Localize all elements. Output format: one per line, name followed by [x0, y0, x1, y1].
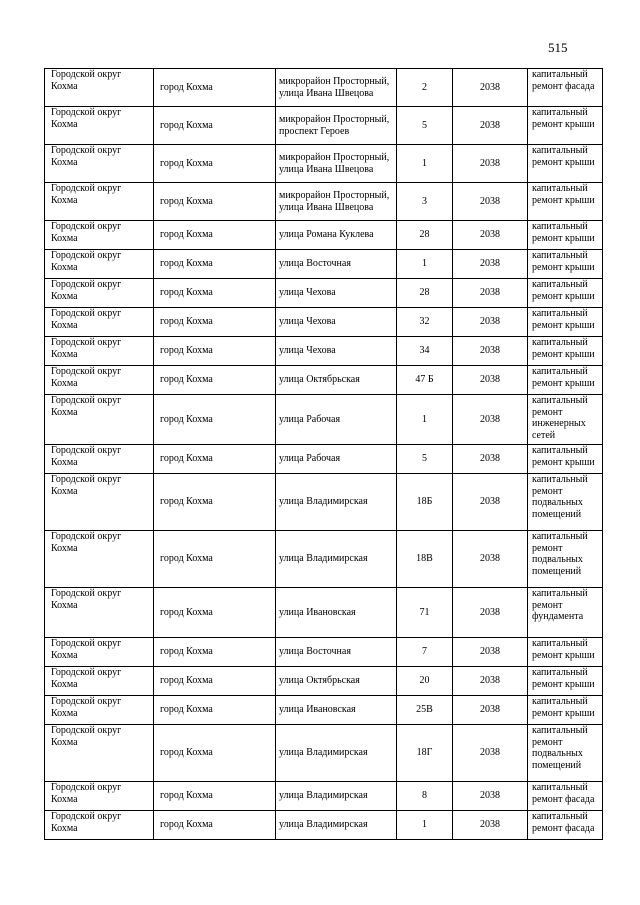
cell-work-type: капитальный ремонт крыши [528, 145, 603, 183]
table-row [45, 221, 603, 250]
cell-area: Городской округ Кохма [45, 250, 154, 279]
cell-year: 2038 [453, 696, 528, 725]
cell-city: город Кохма [154, 183, 276, 221]
cell-year: 2038 [453, 366, 528, 395]
cell-work-type: капитальный ремонт крыши [528, 308, 603, 337]
cell-work-type: капитальный ремонт крыши [528, 667, 603, 696]
cell-street: улица Восточная [276, 638, 397, 667]
cell-street: улица Рабочая [276, 395, 397, 445]
cell-street: улица Ивановская [276, 696, 397, 725]
cell-area: Городской округ Кохма [45, 145, 154, 183]
cell-city: город Кохма [154, 221, 276, 250]
cell-area: Городской округ Кохма [45, 811, 154, 840]
table-row [45, 337, 603, 366]
cell-year: 2038 [453, 588, 528, 638]
cell-street: улица Октябрьская [276, 667, 397, 696]
cell-street: улица Владимирская [276, 474, 397, 531]
cell-year: 2038 [453, 107, 528, 145]
cell-area: Городской округ Кохма [45, 221, 154, 250]
table-row [45, 107, 603, 145]
cell-area: Городской округ Кохма [45, 107, 154, 145]
cell-area: Городской округ Кохма [45, 638, 154, 667]
cell-street: улица Октябрьская [276, 366, 397, 395]
table-row [45, 279, 603, 308]
cell-house-number: 71 [397, 588, 453, 638]
cell-house-number: 2 [397, 69, 453, 107]
cell-area: Городской округ Кохма [45, 366, 154, 395]
table-row [45, 474, 603, 531]
cell-city: город Кохма [154, 667, 276, 696]
table-row [45, 638, 603, 667]
cell-house-number: 28 [397, 279, 453, 308]
cell-street: микрорайон Просторный, улица Ивана Швецова [276, 145, 397, 183]
cell-area: Городской округ Кохма [45, 308, 154, 337]
cell-work-type: капитальный ремонт крыши [528, 445, 603, 474]
table-row [45, 667, 603, 696]
cell-house-number: 1 [397, 811, 453, 840]
cell-work-type: капитальный ремонт подвальных помещений [528, 725, 603, 782]
cell-work-type: капитальный ремонт фундамента [528, 588, 603, 638]
cell-work-type: капитальный ремонт подвальных помещений [528, 531, 603, 588]
cell-year: 2038 [453, 667, 528, 696]
cell-area: Городской округ Кохма [45, 183, 154, 221]
cell-work-type: капитальный ремонт крыши [528, 221, 603, 250]
cell-work-type: капитальный ремонт крыши [528, 366, 603, 395]
cell-street: улица Рабочая [276, 445, 397, 474]
cell-year: 2038 [453, 725, 528, 782]
cell-city: город Кохма [154, 69, 276, 107]
cell-city: город Кохма [154, 366, 276, 395]
cell-street: улица Чехова [276, 337, 397, 366]
cell-city: город Кохма [154, 337, 276, 366]
cell-city: город Кохма [154, 725, 276, 782]
cell-area: Городской округ Кохма [45, 696, 154, 725]
cell-area: Городской округ Кохма [45, 667, 154, 696]
cell-street: улица Владимирская [276, 782, 397, 811]
cell-year: 2038 [453, 782, 528, 811]
table-row [45, 725, 603, 782]
cell-street: микрорайон Просторный, улица Ивана Швецова [276, 69, 397, 107]
cell-year: 2038 [453, 308, 528, 337]
cell-street: улица Чехова [276, 308, 397, 337]
cell-street: улица Владимирская [276, 531, 397, 588]
page-number: 515 [548, 40, 568, 55]
table-row [45, 308, 603, 337]
cell-city: город Кохма [154, 531, 276, 588]
cell-city: город Кохма [154, 782, 276, 811]
cell-city: город Кохма [154, 279, 276, 308]
cell-work-type: капитальный ремонт крыши [528, 638, 603, 667]
cell-work-type: капитальный ремонт крыши [528, 250, 603, 279]
table-row [45, 811, 603, 840]
cell-house-number: 1 [397, 395, 453, 445]
cell-city: город Кохма [154, 107, 276, 145]
cell-street: микрорайон Просторный, проспект Героев [276, 107, 397, 145]
table-row [45, 531, 603, 588]
table-row [45, 250, 603, 279]
cell-work-type: капитальный ремонт крыши [528, 337, 603, 366]
table-row [45, 183, 603, 221]
cell-area: Городской округ Кохма [45, 337, 154, 366]
table-row [45, 395, 603, 445]
cell-area: Городской округ Кохма [45, 531, 154, 588]
cell-street: улица Владимирская [276, 725, 397, 782]
cell-city: город Кохма [154, 588, 276, 638]
cell-street: микрорайон Просторный, улица Ивана Швецова [276, 183, 397, 221]
cell-city: город Кохма [154, 811, 276, 840]
table-row [45, 588, 603, 638]
cell-city: город Кохма [154, 145, 276, 183]
cell-house-number: 1 [397, 145, 453, 183]
cell-year: 2038 [453, 474, 528, 531]
cell-area: Городской округ Кохма [45, 588, 154, 638]
cell-street: улица Владимирская [276, 811, 397, 840]
cell-house-number: 32 [397, 308, 453, 337]
cell-house-number: 7 [397, 638, 453, 667]
repair-schedule-table [44, 68, 603, 840]
cell-house-number: 18Б [397, 474, 453, 531]
cell-year: 2038 [453, 531, 528, 588]
cell-house-number: 47 Б [397, 366, 453, 395]
cell-year: 2038 [453, 145, 528, 183]
cell-area: Городской округ Кохма [45, 782, 154, 811]
cell-work-type: капитальный ремонт подвальных помещений [528, 474, 603, 531]
cell-house-number: 34 [397, 337, 453, 366]
cell-year: 2038 [453, 221, 528, 250]
cell-house-number: 25В [397, 696, 453, 725]
table-row [45, 445, 603, 474]
cell-work-type: капитальный ремонт крыши [528, 107, 603, 145]
cell-house-number: 5 [397, 445, 453, 474]
cell-year: 2038 [453, 445, 528, 474]
cell-city: город Кохма [154, 395, 276, 445]
cell-street: улица Романа Куклева [276, 221, 397, 250]
cell-work-type: капитальный ремонт фасада [528, 782, 603, 811]
cell-city: город Кохма [154, 250, 276, 279]
cell-street: улица Ивановская [276, 588, 397, 638]
cell-street: улица Чехова [276, 279, 397, 308]
cell-area: Городской округ Кохма [45, 725, 154, 782]
cell-house-number: 18В [397, 531, 453, 588]
cell-year: 2038 [453, 279, 528, 308]
table-row [45, 145, 603, 183]
cell-house-number: 5 [397, 107, 453, 145]
cell-house-number: 18Г [397, 725, 453, 782]
cell-house-number: 8 [397, 782, 453, 811]
cell-year: 2038 [453, 638, 528, 667]
cell-year: 2038 [453, 337, 528, 366]
cell-city: город Кохма [154, 474, 276, 531]
cell-city: город Кохма [154, 308, 276, 337]
cell-city: город Кохма [154, 638, 276, 667]
cell-house-number: 28 [397, 221, 453, 250]
table-row [45, 366, 603, 395]
cell-work-type: капитальный ремонт инженерных сетей [528, 395, 603, 445]
cell-area: Городской округ Кохма [45, 474, 154, 531]
cell-house-number: 1 [397, 250, 453, 279]
cell-street: улица Восточная [276, 250, 397, 279]
cell-area: Городской округ Кохма [45, 395, 154, 445]
cell-house-number: 20 [397, 667, 453, 696]
cell-work-type: капитальный ремонт фасада [528, 811, 603, 840]
cell-work-type: капитальный ремонт крыши [528, 696, 603, 725]
cell-year: 2038 [453, 183, 528, 221]
table-row [45, 696, 603, 725]
cell-city: город Кохма [154, 445, 276, 474]
cell-area: Городской округ Кохма [45, 279, 154, 308]
cell-area: Городской округ Кохма [45, 445, 154, 474]
cell-year: 2038 [453, 250, 528, 279]
table-row [45, 69, 603, 107]
cell-work-type: капитальный ремонт крыши [528, 279, 603, 308]
cell-year: 2038 [453, 811, 528, 840]
cell-year: 2038 [453, 69, 528, 107]
cell-city: город Кохма [154, 696, 276, 725]
cell-year: 2038 [453, 395, 528, 445]
cell-work-type: капитальный ремонт крыши [528, 183, 603, 221]
cell-house-number: 3 [397, 183, 453, 221]
cell-area: Городской округ Кохма [45, 69, 154, 107]
table-row [45, 782, 603, 811]
cell-work-type: капитальный ремонт фасада [528, 69, 603, 107]
